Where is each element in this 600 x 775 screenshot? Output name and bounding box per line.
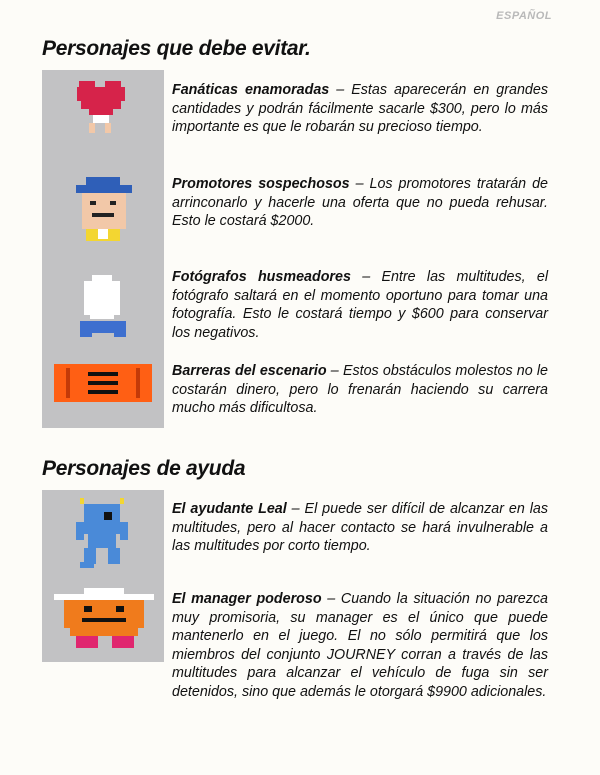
entry-description: Entre las multitudes, el fotógrafo saltará en el momento oportuno para tomar una fotografía. Esto le costará tiempo y $600 para conservar los negativos. <box>172 269 548 341</box>
photographer-icon <box>76 275 132 341</box>
entry-description: Estas aparecerán en grandes cantidades y podrán fácilmente sacarle $300, pero lo más importante es que le robarán su precioso tiempo. <box>172 82 548 135</box>
entry-name: El ayudante Leal <box>172 501 287 517</box>
stage-barrier-icon <box>54 364 152 402</box>
section-title-avoid: Personajes que debe evitar. <box>42 37 311 60</box>
entry-name: Fanáticas enamoradas <box>172 82 330 98</box>
entry-description: Cuando la situación no parezca muy promisoria, su manager es el único que puede mantenerlo en el juego. El no sólo permitirá que los miembros del conjunto JOURNEY corran a través de las multitudes para alcanzar el vehículo de fuga sin ser detenidos, sino que además le otorgará $9900 adicionales. <box>172 591 549 700</box>
entry-barriers: Barreras del escenario – Estos obstáculos molestos no le costarán dinero, pero lo frenarán haciendo su carrera mucho más dificultosa. <box>172 363 549 416</box>
promoter-icon <box>76 177 132 251</box>
entry-loyal-roadie: El ayudante Leal – El puede ser difícil de alcanzar en las multitudes, pero al hacer contacto se hará invulnerable a las multitudes por corto tiempo. <box>172 501 549 554</box>
help-sprites-panel <box>42 490 164 662</box>
entry-photographers: Fotógrafos husmeadores – Entre las multitudes, el fotógrafo saltará en el momento oportuno para tomar una fotografía. Esto le costará tiempo y $600 para conservar los negativos. <box>172 269 548 341</box>
entry-manager: El manager poderoso – Cuando la situación no parezca muy promisoria, su manager es el único que puede mantenerlo en el juego. El no sólo permitirá que los miembros del conjunto JOURNEY corran a través de las multitudes para alcanzar el vehículo de fuga sin ser detenidos, sino que además le otorgará $9900 adicionales. <box>172 591 549 700</box>
heart-fan-icon <box>75 79 131 135</box>
section-title-help: Personajes de ayuda <box>42 457 246 480</box>
entry-name: El manager poderoso <box>172 591 322 607</box>
manager-icon <box>54 588 154 650</box>
entry-description: Estos obstáculos molestos no le costarán dinero, pero lo frenarán haciendo su carrera mucho más dificultosa. <box>172 363 549 416</box>
entry-name: Barreras del escenario <box>172 363 327 379</box>
language-label: ESPAÑOL <box>496 10 552 22</box>
entry-description: El puede ser difícil de alcanzar en las multitudes, pero al hacer contacto se hará invulnerable a las multitudes por corto tiempo. <box>172 501 549 554</box>
entry-name: Fotógrafos husmeadores <box>172 269 351 285</box>
entry-fans: Fanáticas enamoradas – Estas aparecerán en grandes cantidades y podrán fácilmente sacarle $300, pero lo más importante es que le robarán su precioso tiempo. <box>172 82 548 135</box>
avoid-sprites-panel <box>42 70 164 428</box>
loyal-roadie-icon <box>76 498 128 570</box>
entry-name: Promotores sospechosos <box>172 176 350 192</box>
entry-promoters: Promotores sospechosos – Los promotores tratarán de arrinconarlo y hacerle una oferta que no pueda rehusar. Esto le costará $2000. <box>172 176 548 229</box>
entry-description: Los promotores tratarán de arrinconarlo y hacerle una oferta que no pueda rehusar. Esto le costará $2000. <box>172 176 548 229</box>
